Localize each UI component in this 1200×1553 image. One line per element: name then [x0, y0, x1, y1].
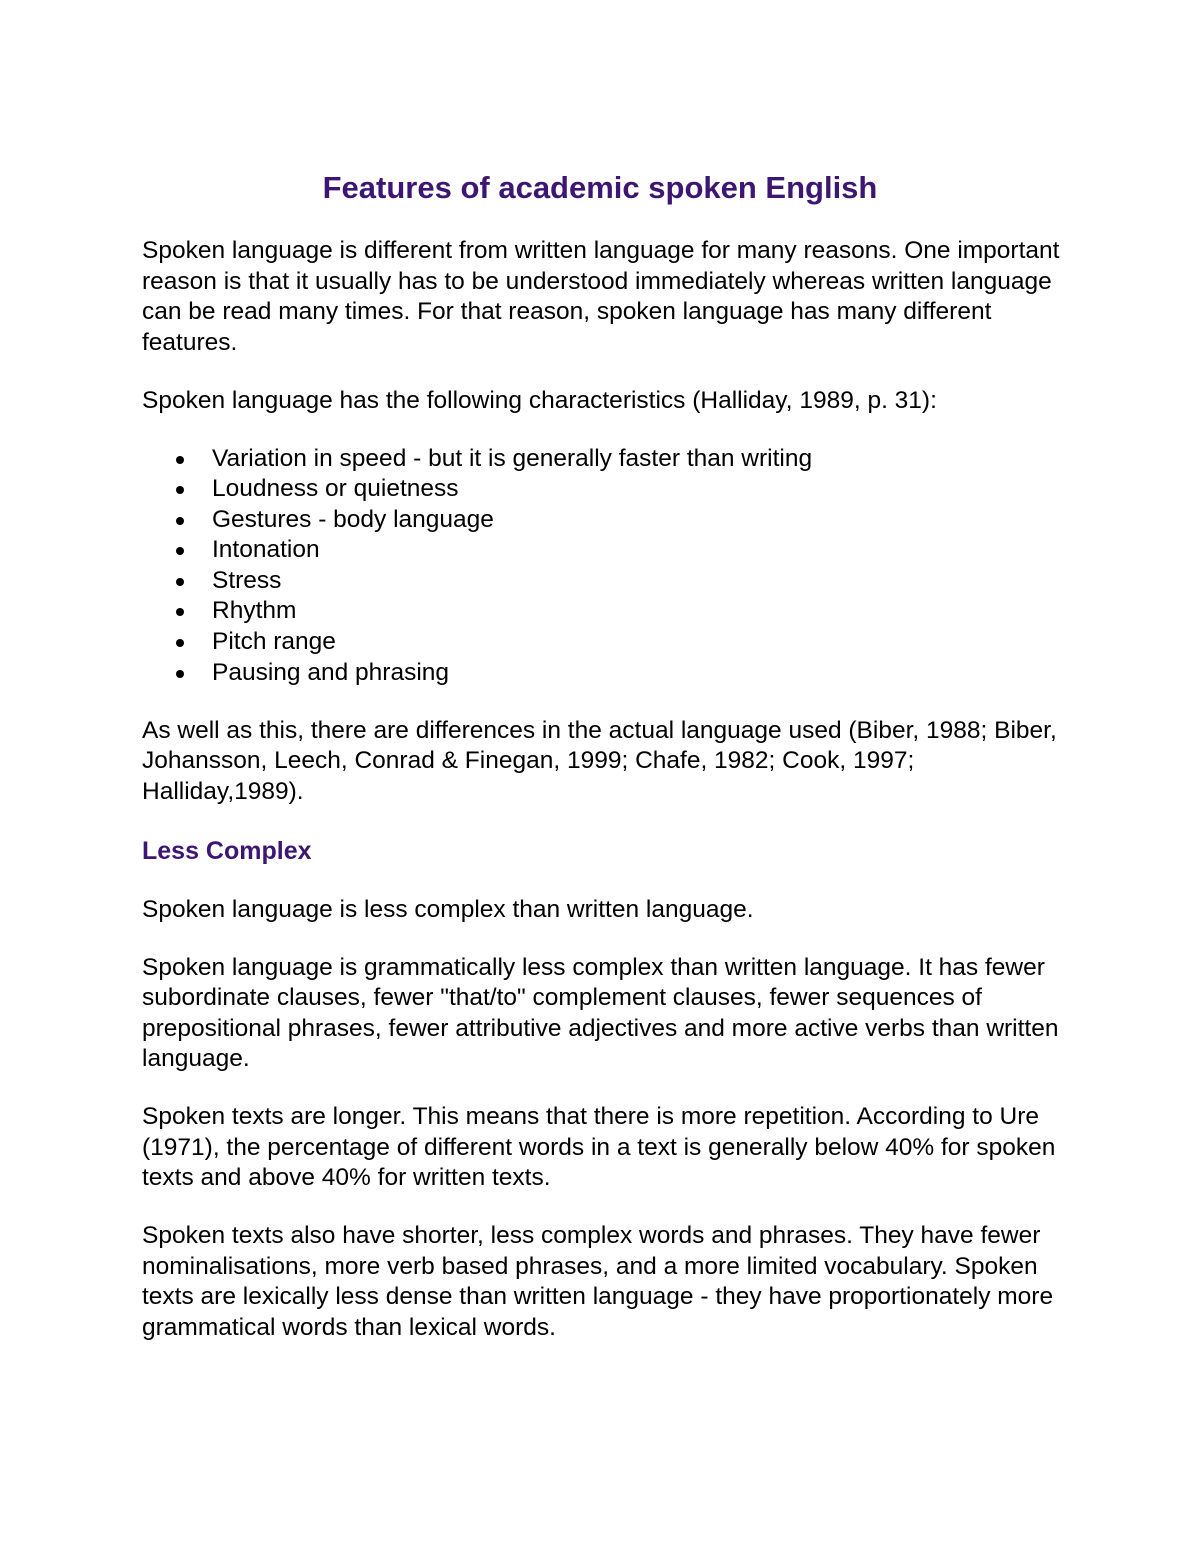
- section-paragraph: Spoken language is less complex than written language.: [142, 895, 754, 923]
- document-body: [142, 236, 1072, 1371]
- characteristics-intro: Spoken language has the following characteristics (Halliday, 1989, p. 31):: [142, 386, 937, 414]
- section-paragraph: Spoken texts also have shorter, less complex words and phrases. They have fewer nominalisations, more verb based phrases, and a more limited vocabulary. Spoken texts are lexically less dense than written language - they have proportionately more grammatical words than lexical words.: [142, 1222, 1054, 1341]
- list-item: Gestures - body language: [142, 505, 1072, 536]
- differences-paragraph: As well as this, there are differences in the actual language used (Biber, 1988; Biber, Johansson, Leech, Conrad & Finegan, 1999; Chafe, 1982; Cook, 1997; Halliday,1989).: [142, 716, 1057, 805]
- characteristics-list: [142, 444, 1072, 689]
- list-item: Pausing and phrasing: [142, 658, 1072, 689]
- page-title: Features of academic spoken English: [322, 170, 878, 205]
- list-item: Loudness or quietness: [142, 474, 1072, 505]
- list-item: Stress: [142, 566, 1072, 597]
- intro-paragraph: Spoken language is different from written language for many reasons. One important reason is that it usually has to be understood immediately whereas written language can be read many times. For that reason, spoken language has many different features.: [142, 237, 1060, 356]
- section-heading: Less Complex: [142, 836, 312, 865]
- list-item: Pitch range: [142, 627, 1072, 658]
- list-item: Intonation: [142, 535, 1072, 566]
- section-paragraph: Spoken texts are longer. This means that there is more repetition. According to Ure (1971), the percentage of different words in a text is generally below 40% for spoken texts and above 40% for written texts.: [142, 1103, 1056, 1192]
- list-item: Variation in speed - but it is generally faster than writing: [142, 444, 1072, 475]
- list-item: Rhythm: [142, 596, 1072, 627]
- section-paragraph: Spoken language is grammatically less complex than written language. It has fewer subordinate clauses, fewer "that/to" complement clauses, fewer sequences of prepositional phrases, fewer attributive adjectives and more active verbs than written language.: [142, 953, 1059, 1073]
